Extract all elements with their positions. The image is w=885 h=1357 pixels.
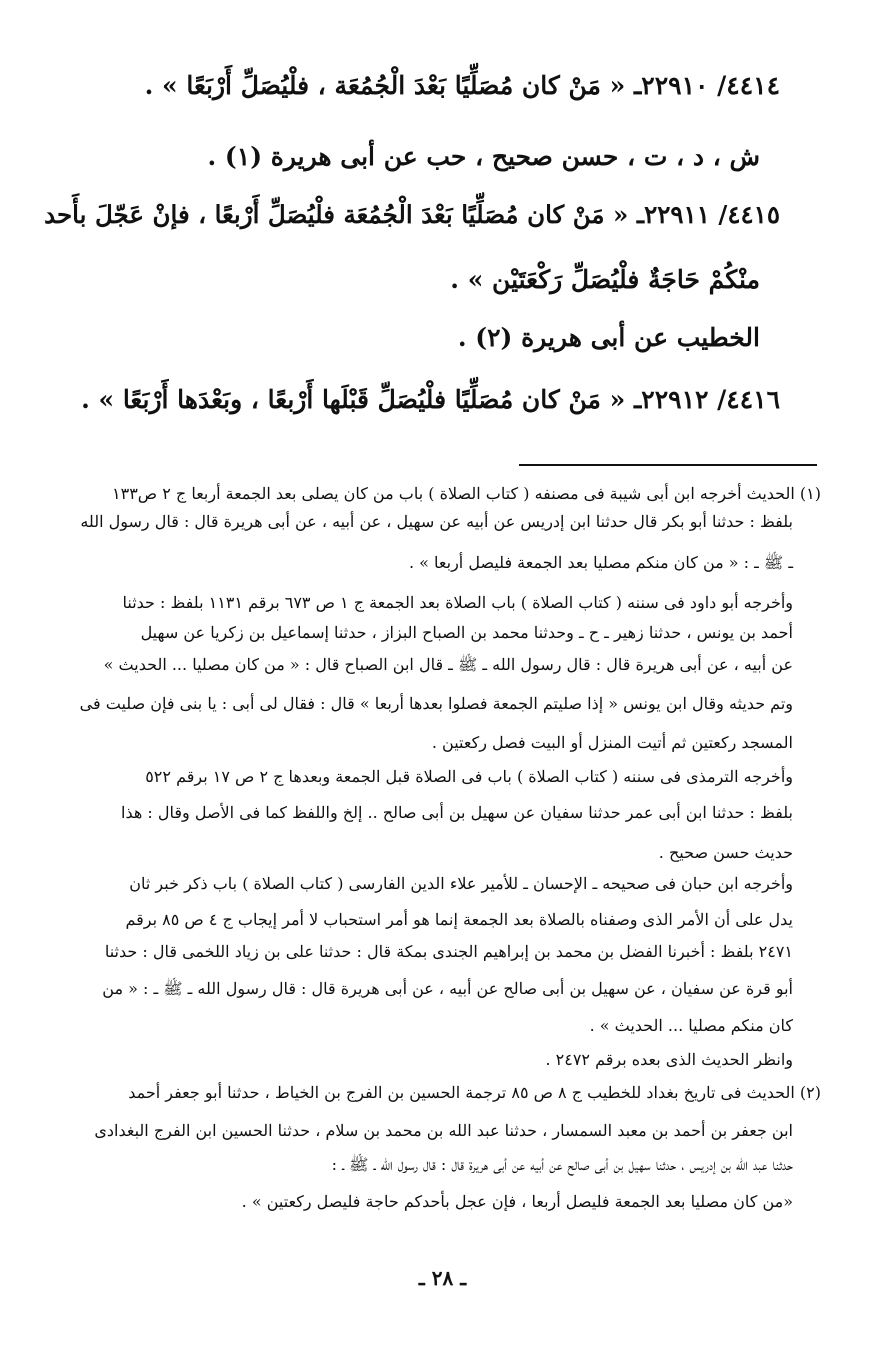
footnote-1-line-4: وأخرجه أبو داود فى سننه ( كتاب الصلاة ) باب الصلاة بعد الجمعة ج ١ ص ٦٧٣ برقم ١١٣١ بلفظ : حدثنا (122, 593, 793, 612)
hadith-4415-line-1: ٤٤١٥/ ٢٢٩١١ـ « مَنْ كان مُصَلِّيًا بَعْدَ الْجُمُعَة فلْيُصَلِّ أَرْبعًا ، فإنْ عَجّلَ بأَحد (44, 200, 780, 229)
footnote-1-line-1: (١) الحديث أخرجه ابن أبى شيبة فى مصنفه ( كتاب الصلاة ) باب من كان يصلى بعد الجمعة أربعا ج ٢ ص١٣٣ (112, 484, 821, 503)
footnote-1-line-15: أبو قرة عن سفيان ، عن سهيل بن أبى صالح عن أبيه ، عن أبى هريرة قال : قال رسول الله ـ ﷺ ـ : « من (102, 979, 793, 998)
hadith-4416-line: ٤٤١٦/ ٢٢٩١٢ـ « مَنْ كان مُصَلِّيًا فلْيُصَلِّ قَبْلَها أَرْبعًا ، وبَعْدَها أَرْبَعًا » . (81, 385, 780, 414)
footnote-2-line-3: حدثنا عبد الله بن إدريس ، حدثنا سهيل بن أبى صالح عن أبيه عن أبى هريرة قال : قال رسول الله ـ ﷺ ـ : (331, 1155, 793, 1174)
hadith-4414-source-line: ش ، د ، ت ، حسن صحيح ، حب عن أبى هريرة (١) . (207, 142, 760, 171)
footnote-1-line-13: يدل على أن الأمر الذى وصفناه بالصلاة بعد الجمعة إنما هو أمر استحباب لا أمر إيجاب ج ٤ ص ٨٥ برقم (125, 910, 793, 929)
footnote-1-line-14: ٢٤٧١ بلفظ : أخبرنا الفضل بن محمد بن إبراهيم الجندى بمكة قال : حدثنا على بن زياد اللخمى قال : حدثنا (104, 942, 793, 961)
hadith-4414-line: ٤٤١٤/ ٢٢٩١٠ـ « مَنْ كان مُصَلِّيًا بَعْدَ الْجُمُعَة ، فلْيُصَلِّ أَرْبَعًا » . (144, 71, 780, 100)
footnote-1-line-10: بلفظ : حدثنا ابن أبى عمر حدثنا سفيان عن سهيل بن أبى صالح .. إلخ واللفظ كما فى الأصل وقال : هذا (121, 803, 793, 822)
footnote-1-line-5: أحمد بن يونس ، حدثنا زهير ـ ح ـ وحدثنا محمد بن الصباح البزاز ، حدثنا إسماعيل بن زكريا عن سهيل (140, 623, 793, 642)
footnote-1-line-2: بلفظ : حدثنا أبو بكر قال حدثنا ابن إدريس عن أبيه عن سهيل ، عن أبيه ، عن أبى هريرة قال : قال رسول الله (80, 512, 793, 531)
footnote-1-line-17: وانظر الحديث الذى بعده برقم ٢٤٧٢ . (545, 1050, 793, 1069)
footnote-1-line-16: كان منكم مصليا ... الحديث » . (589, 1016, 793, 1035)
footnote-1-line-8: المسجد ركعتين ثم أتيت المنزل أو البيت فصل ركعتين . (431, 733, 793, 752)
footnote-2-line-4: «من كان مصليا بعد الجمعة فليصل أربعا ، فإن عجل بأحدكم حاجة فليصل ركعتين » . (241, 1192, 793, 1211)
footnote-1-line-7: وتم حديثه وقال ابن يونس « إذا صليتم الجمعة فصلوا بعدها أربعا » قال : فقال لى أبى : يا بنى فإن صليت فى (79, 694, 793, 713)
footnote-1-line-9: وأخرجه الترمذى فى سننه ( كتاب الصلاة ) باب فى الصلاة قبل الجمعة وبعدها ج ٢ ص ١٧ برقم ٥٢٢ (145, 767, 793, 786)
footnote-2-line-2: ابن جعفر بن أحمد بن معبد السمسار ، حدثنا عبد الله بن محمد بن سلام ، حدثنا الحسين ابن الفرج البغدادى (94, 1121, 793, 1140)
footnote-separator (519, 464, 817, 466)
footnote-2-line-1: (٢) الحديث فى تاريخ بغداد للخطيب ج ٨ ص ٨٥ ترجمة الحسين بن الفرج بن الخياط ، حدثنا أبو جعفر أحمد (128, 1083, 821, 1102)
footnote-1-line-12: وأخرجه ابن حبان فى صحيحه ـ الإحسان ـ للأمير علاء الدين الفارسى ( كتاب الصلاة ) باب ذكر خبر ثان (129, 874, 793, 893)
footnote-1-line-3: ـ ﷺ ـ : « من كان منكم مصليا بعد الجمعة فليصل أربعا » . (408, 553, 793, 572)
hadith-4415-source-line: الخطيب عن أبى هريرة (٢) . (457, 323, 760, 352)
page-number: ـ ٢٨ ـ (418, 1266, 467, 1290)
footnote-1-line-6: عن أبيه ، عن أبى هريرة قال : قال رسول الله ـ ﷺ ـ قال ابن الصباح قال : « من كان مصليا ... الحديث » (103, 655, 793, 674)
footnote-1-line-11: حديث حسن صحيح . (658, 843, 793, 862)
hadith-4415-line-2: منْكُمْ حَاجَةٌ فلْيُصَلِّ رَكْعَتَيْن » . (450, 265, 760, 294)
